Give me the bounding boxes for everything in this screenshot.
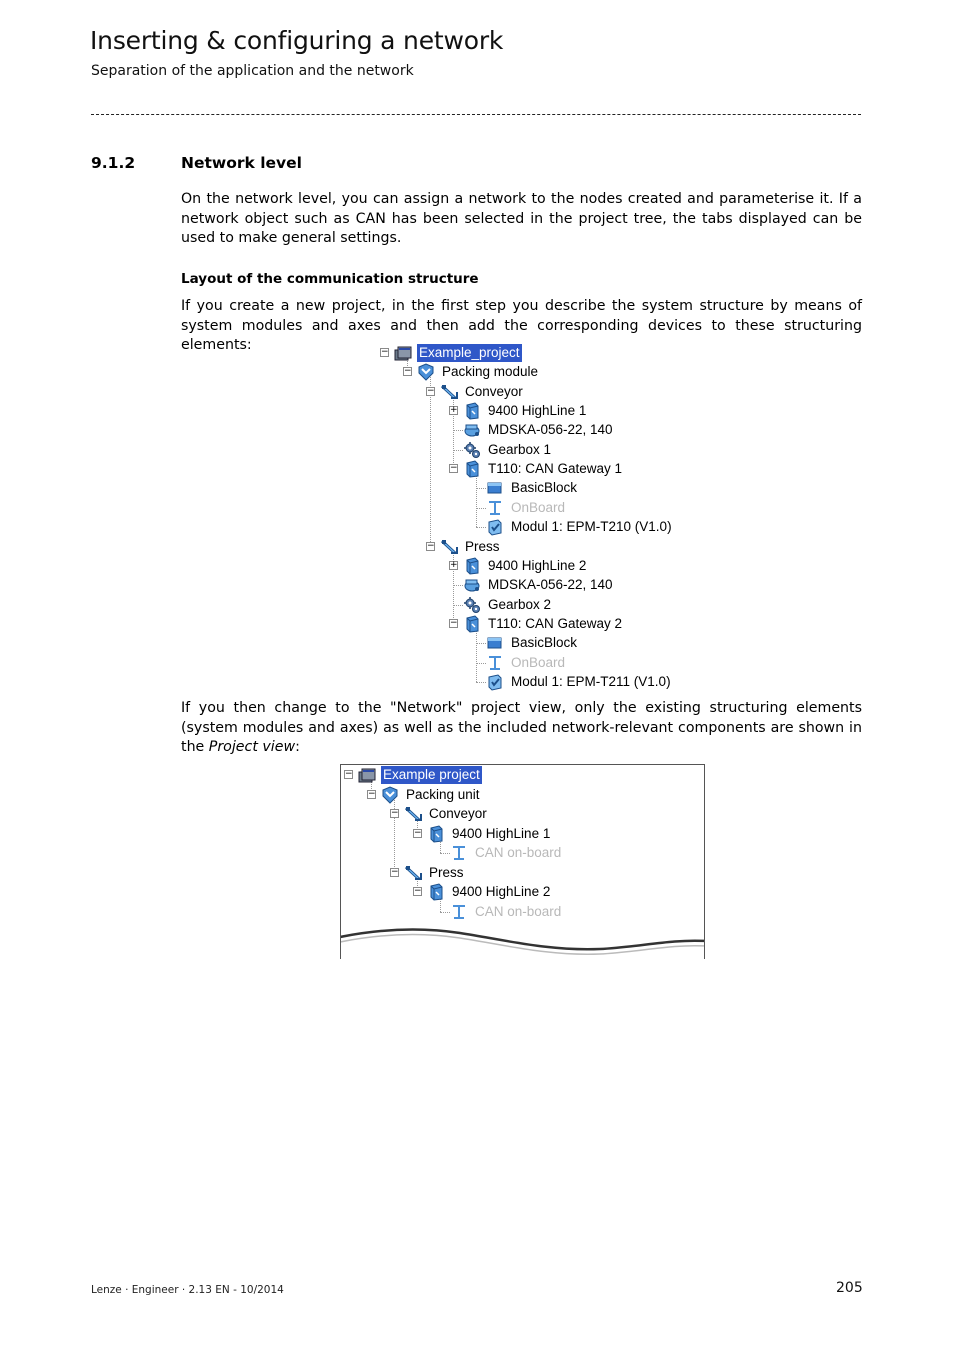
tree-node-label: T110: CAN Gateway 1 <box>488 461 623 477</box>
tree-connector <box>476 488 486 489</box>
module-icon <box>486 518 504 536</box>
tree-node-label: MDSKA-056-22, 140 <box>488 422 613 438</box>
controller-icon <box>463 402 481 420</box>
page-title: Inserting & configuring a network <box>90 26 504 55</box>
axis-icon <box>404 805 422 823</box>
tree-connector <box>453 450 463 451</box>
axis-icon <box>440 383 458 401</box>
can-onboard-icon <box>450 903 468 921</box>
tree-node-label: Press <box>465 538 500 554</box>
tree-guide-line <box>476 474 477 527</box>
project-folder-icon <box>394 344 412 362</box>
project-tree-network <box>344 766 684 926</box>
controller-icon <box>427 883 445 901</box>
subsection-heading: Layout of the communication structure <box>181 271 479 287</box>
expand-icon[interactable]: + <box>450 559 458 570</box>
motor-icon <box>463 576 481 594</box>
tree-node-label: 9400 HighLine 2 <box>452 884 551 899</box>
tree-node-label: 9400 HighLine 2 <box>488 557 587 573</box>
collapse-icon[interactable]: − <box>427 385 435 396</box>
system-module-icon <box>417 363 435 381</box>
can-onboard-icon <box>486 654 504 672</box>
module-icon <box>486 673 504 691</box>
tree-connector <box>440 853 450 854</box>
collapse-icon[interactable]: − <box>414 886 422 896</box>
tree-node-label: 9400 HighLine 1 <box>452 825 551 841</box>
tree-connector <box>453 585 463 586</box>
tree-guide-line <box>476 629 477 682</box>
controller-icon <box>427 825 445 843</box>
can-onboard-icon <box>450 844 468 862</box>
collapse-icon[interactable]: − <box>368 788 376 799</box>
basicblock-icon <box>486 479 504 497</box>
tree-node-label: Press <box>429 864 464 880</box>
tree-node-label: Packing module <box>442 364 539 380</box>
tree-node-label: Modul 1: EPM-T211 (V1.0) <box>511 673 671 689</box>
page-number: 205 <box>836 1280 863 1296</box>
tree-node-label: BasicBlock <box>511 635 578 651</box>
footer-doc-info: Lenze · Engineer · 2.13 EN - 10/2014 <box>91 1284 284 1296</box>
tree-node-label: Example_project <box>419 345 520 360</box>
system-module-icon <box>381 786 399 804</box>
collapse-icon[interactable]: − <box>404 366 412 377</box>
tree-node-label: CAN on-board <box>475 845 562 860</box>
collapse-icon[interactable]: − <box>450 463 458 474</box>
tree-node-label: MDSKA-056-22, 140 <box>488 577 613 593</box>
torn-edge <box>340 925 705 959</box>
collapse-icon[interactable]: − <box>391 866 399 877</box>
network-view-colon: : <box>295 739 300 755</box>
tree-node-label: 9400 HighLine 1 <box>488 403 587 419</box>
tree-connector <box>453 605 463 606</box>
collapse-icon[interactable]: − <box>391 808 399 818</box>
controller-icon <box>463 557 481 575</box>
page-subtitle: Separation of the application and the network <box>91 63 414 79</box>
header-divider <box>91 114 861 115</box>
axis-icon <box>404 864 422 882</box>
collapse-icon[interactable]: − <box>381 347 389 357</box>
motor-icon <box>463 421 481 439</box>
tree-node-label: Conveyor <box>429 806 487 821</box>
axis-icon <box>440 538 458 556</box>
controller-icon <box>463 460 481 478</box>
tree-connector <box>476 663 486 664</box>
tree-node-label: Packing unit <box>406 786 480 802</box>
tree-node-label: Gearbox 1 <box>488 441 552 457</box>
collapse-icon[interactable]: − <box>427 540 435 551</box>
tree-connector <box>476 682 486 683</box>
tree-connector <box>476 643 486 644</box>
tree-node-label: OnBoard <box>511 499 566 515</box>
project-tree-full <box>380 344 680 694</box>
tree-node-label: OnBoard <box>511 654 566 670</box>
project-view-term: Project view <box>208 739 296 755</box>
intro-paragraph: On the network level, you can assign a network to the nodes created and parameterise it. If a network object such as CAN has been selected in the project tree, the tabs displayed can be used to make general settings. <box>181 191 862 246</box>
tree-connector <box>453 430 463 431</box>
can-onboard-icon <box>486 499 504 517</box>
tree-node-label: CAN on-board <box>475 903 562 919</box>
tree-node-label: T110: CAN Gateway 2 <box>488 615 623 631</box>
expand-icon[interactable]: + <box>450 405 458 416</box>
tree-node-label: Conveyor <box>465 383 523 399</box>
tree-connector <box>476 508 486 509</box>
network-view-paragraph <box>181 699 862 758</box>
project-folder-icon <box>358 766 376 784</box>
gearbox-icon <box>463 596 481 614</box>
tree-node-label: BasicBlock <box>511 480 578 496</box>
collapse-icon[interactable]: − <box>345 769 353 779</box>
tree-connector <box>440 912 450 913</box>
section-title: Network level <box>181 154 302 172</box>
section-number: 9.1.2 <box>91 154 136 172</box>
tree-connector <box>476 527 486 528</box>
layout-paragraph: If you create a new project, in the first step you describe the system structure by means of system modules and axes and then add the corresponding devices to these structuring elements: <box>181 298 862 353</box>
tree-node-label: Modul 1: EPM-T210 (V1.0) <box>511 519 672 535</box>
collapse-icon[interactable]: − <box>450 617 458 628</box>
gearbox-icon <box>463 441 481 459</box>
tree-node-label: Example project <box>383 767 480 782</box>
collapse-icon[interactable]: − <box>414 827 422 838</box>
tree-node-label: Gearbox 2 <box>488 596 552 612</box>
basicblock-icon <box>486 634 504 652</box>
controller-icon <box>463 615 481 633</box>
network-view-text: If you then change to the "Network" project view, only the existing structuring elements (system modules and axes) as well as the included network-relevant components are shown in the <box>181 700 862 755</box>
tree-guide-line <box>430 377 431 546</box>
